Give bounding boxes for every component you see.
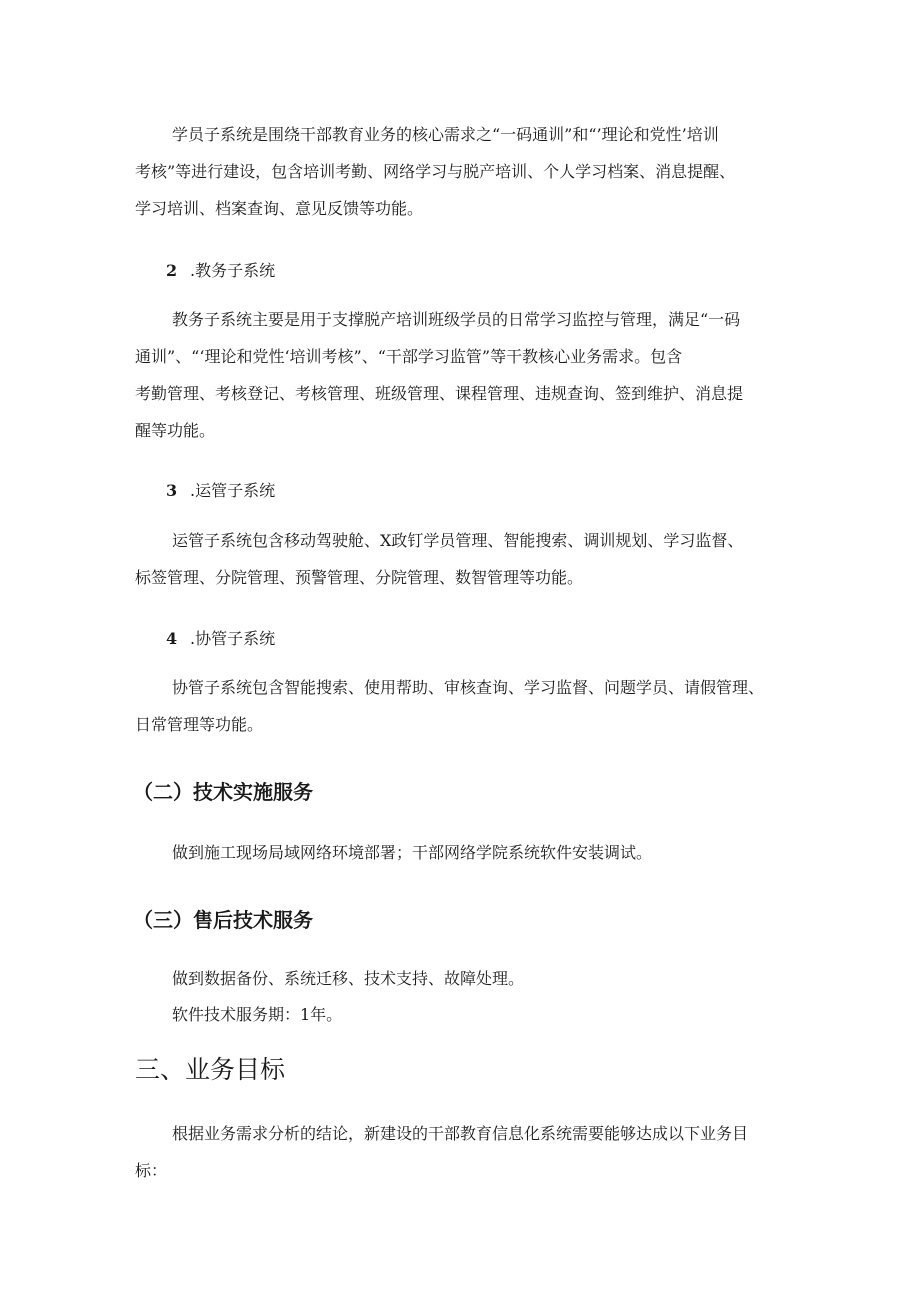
heading-text: .协管子系统 xyxy=(190,629,276,648)
text-line: 通训”、“‘理论和党性‘培训考核”、“干部学习监管”等干教核心业务需求。包含 xyxy=(135,347,683,366)
text-line: 学习培训、档案查询、意见反馈等功能。 xyxy=(135,199,424,218)
text-line: 醒等功能。 xyxy=(135,421,216,440)
text-line: 考勤管理、考核登记、考核管理、班级管理、课程管理、违规查询、签到维护、消息提 xyxy=(135,384,744,403)
text-line: 标： xyxy=(135,1161,168,1180)
text-line: 学员子系统是围绕干部教育业务的核心需求之“一码通训”和“’理论和党性’培训 xyxy=(172,125,719,144)
heading-academic-subsystem xyxy=(166,258,275,281)
heading-number: 2 xyxy=(166,261,178,280)
paragraph-technical-implementation: 做到施工现场局域网络环境部署；干部网络学院系统软件安装调试。 xyxy=(172,843,653,862)
section-heading-technical-implementation: （二）技术实施服务 xyxy=(133,780,313,804)
heading-text: .运管子系统 xyxy=(190,481,276,500)
paragraph-business-goals xyxy=(135,1115,795,1189)
text-line: 标签管理、分院管理、预警管理、分院管理、数智管理等功能。 xyxy=(135,568,584,587)
text-line: 根据业务需求分析的结论，新建设的干部教育信息化系统需要能够达成以下业务目 xyxy=(172,1124,749,1143)
heading-operations-subsystem xyxy=(166,478,275,501)
paragraph-academic-subsystem xyxy=(135,301,795,449)
section-heading-after-sales: （三）售后技术服务 xyxy=(133,908,313,932)
text-line: 运管子系统包含移动驾驶舱、X政钉学员管理、智能搜索、调训规划、学习监督、 xyxy=(172,531,744,550)
paragraph-service-period: 软件技术服务期：1年。 xyxy=(172,1005,343,1024)
heading-number: 3 xyxy=(166,481,178,500)
text-line: 日常管理等功能。 xyxy=(135,715,264,734)
paragraph-after-sales: 做到数据备份、系统迁移、技术支持、故障处理。 xyxy=(172,969,525,988)
major-heading-business-goals: 三、业务目标 xyxy=(135,1055,286,1084)
paragraph-operations-subsystem xyxy=(135,522,795,596)
heading-number: 4 xyxy=(166,629,178,648)
paragraph-student-subsystem xyxy=(135,116,795,227)
heading-coordination-subsystem xyxy=(166,626,275,649)
paragraph-coordination-subsystem xyxy=(135,669,795,743)
text-line: 协管子系统包含智能搜索、使用帮助、审核查询、学习监督、问题学员、请假管理、 xyxy=(172,678,765,697)
text-line: 教务子系统主要是用于支撑脱产培训班级学员的日常学习监控与管理，满足“一码 xyxy=(172,310,741,329)
text-line: 考核”等进行建设，包含培训考勤、网络学习与脱产培训、个人学习档案、消息提醒、 xyxy=(135,162,736,181)
heading-text: .教务子系统 xyxy=(190,261,276,280)
